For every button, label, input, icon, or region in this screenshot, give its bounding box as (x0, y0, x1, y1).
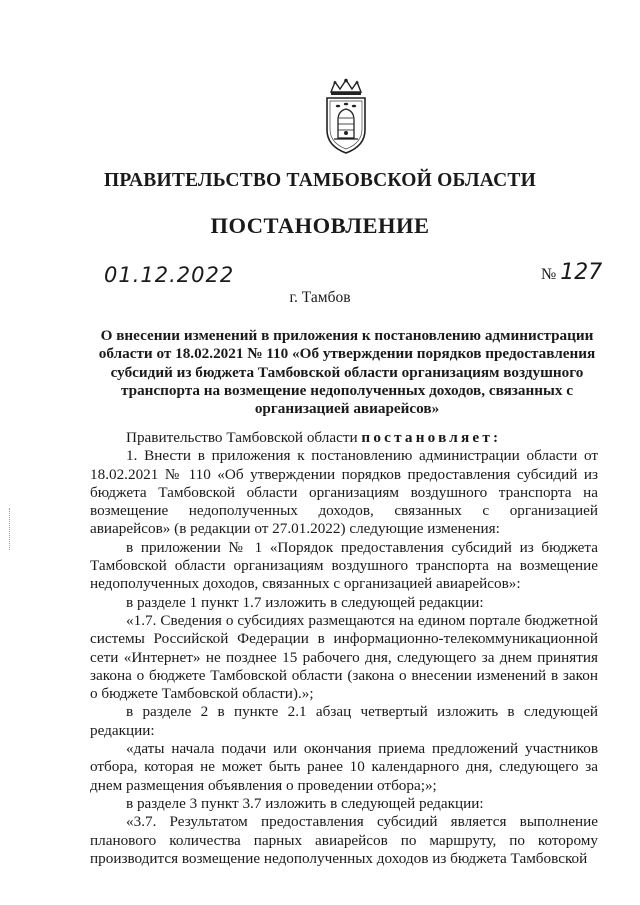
number-prefix: № (541, 266, 557, 283)
body-paragraph: 1. Внести в приложения к постановлению администрации области от 18.02.2021 № 110 «Об утверждении порядков предоставления субсидий из бюджета Тамбовской области организациям воздушного транспорта на возмещение недополученных доходов, связанных с организацией авиарейсов» (в редакции от 27.01.2022) следующие изменения: (90, 447, 598, 538)
government-name: ПРАВИТЕЛЬСТВО ТАМБОВСКОЙ ОБЛАСТИ (104, 170, 536, 191)
preamble-text: Правительство Тамбовской области (126, 429, 362, 446)
decree-number (541, 260, 602, 285)
city: г. Тамбов (289, 289, 351, 306)
decree-body (90, 429, 598, 868)
body-paragraph: «1.7. Сведения о субсидиях размещаются на едином портале бюджетной системы Российской Федерации в информационно-телекоммуникационной сети «Интернет» не позднее 15 рабочего дня, следующего за днем принятия закона о бюджете Тамбовской области (закона о внесении изменений в закон о бюджете Тамбовской области).»; (90, 611, 598, 703)
margin-mark (9, 508, 11, 550)
decree-title: О внесении изменений в приложения к постановлению администрации области от 18.02.2021 № 110 «Об утверждении порядков предоставления субсидий из бюджета Тамбовской области организациям воздушного транспорта на возмещение недополученных доходов, связанных с организацией авиарейсов» (98, 327, 596, 418)
preamble-verb: постановляет: (361, 429, 502, 446)
body-paragraph: в приложении № 1 «Порядок предоставления субсидий из бюджета Тамбовской области организациям воздушного транспорта на возмещение недополученных доходов, связанных с организацией авиарейсов»: (90, 538, 598, 593)
body-paragraph: в разделе 1 пункт 1.7 изложить в следующей редакции: (126, 593, 484, 611)
number-value: 127 (560, 260, 603, 285)
body-paragraph: «3.7. Результатом предоставления субсидий является выполнение планового количества парных авиарейсов по маршруту, по которому производится возмещение недополученных доходов из бюджета Тамбовской (90, 813, 598, 867)
body-paragraph: «даты начала подачи или окончания приема предложений участников отбора, которая не может быть ранее 10 календарного дня, следующего за днем размещения объявления о проведении отбора;»; (90, 740, 598, 794)
body-paragraph: в разделе 3 пункт 3.7 изложить в следующей редакции: (126, 794, 484, 812)
tambov-coat-of-arms-icon (317, 78, 375, 156)
body-paragraph: в разделе 2 в пункте 2.1 абзац четвертый изложить в следующей редакции: (90, 703, 598, 739)
decree-date: 01.12.2022 (104, 263, 235, 287)
document-type: ПОСТАНОВЛЕНИЕ (210, 213, 430, 238)
preamble (90, 429, 598, 447)
